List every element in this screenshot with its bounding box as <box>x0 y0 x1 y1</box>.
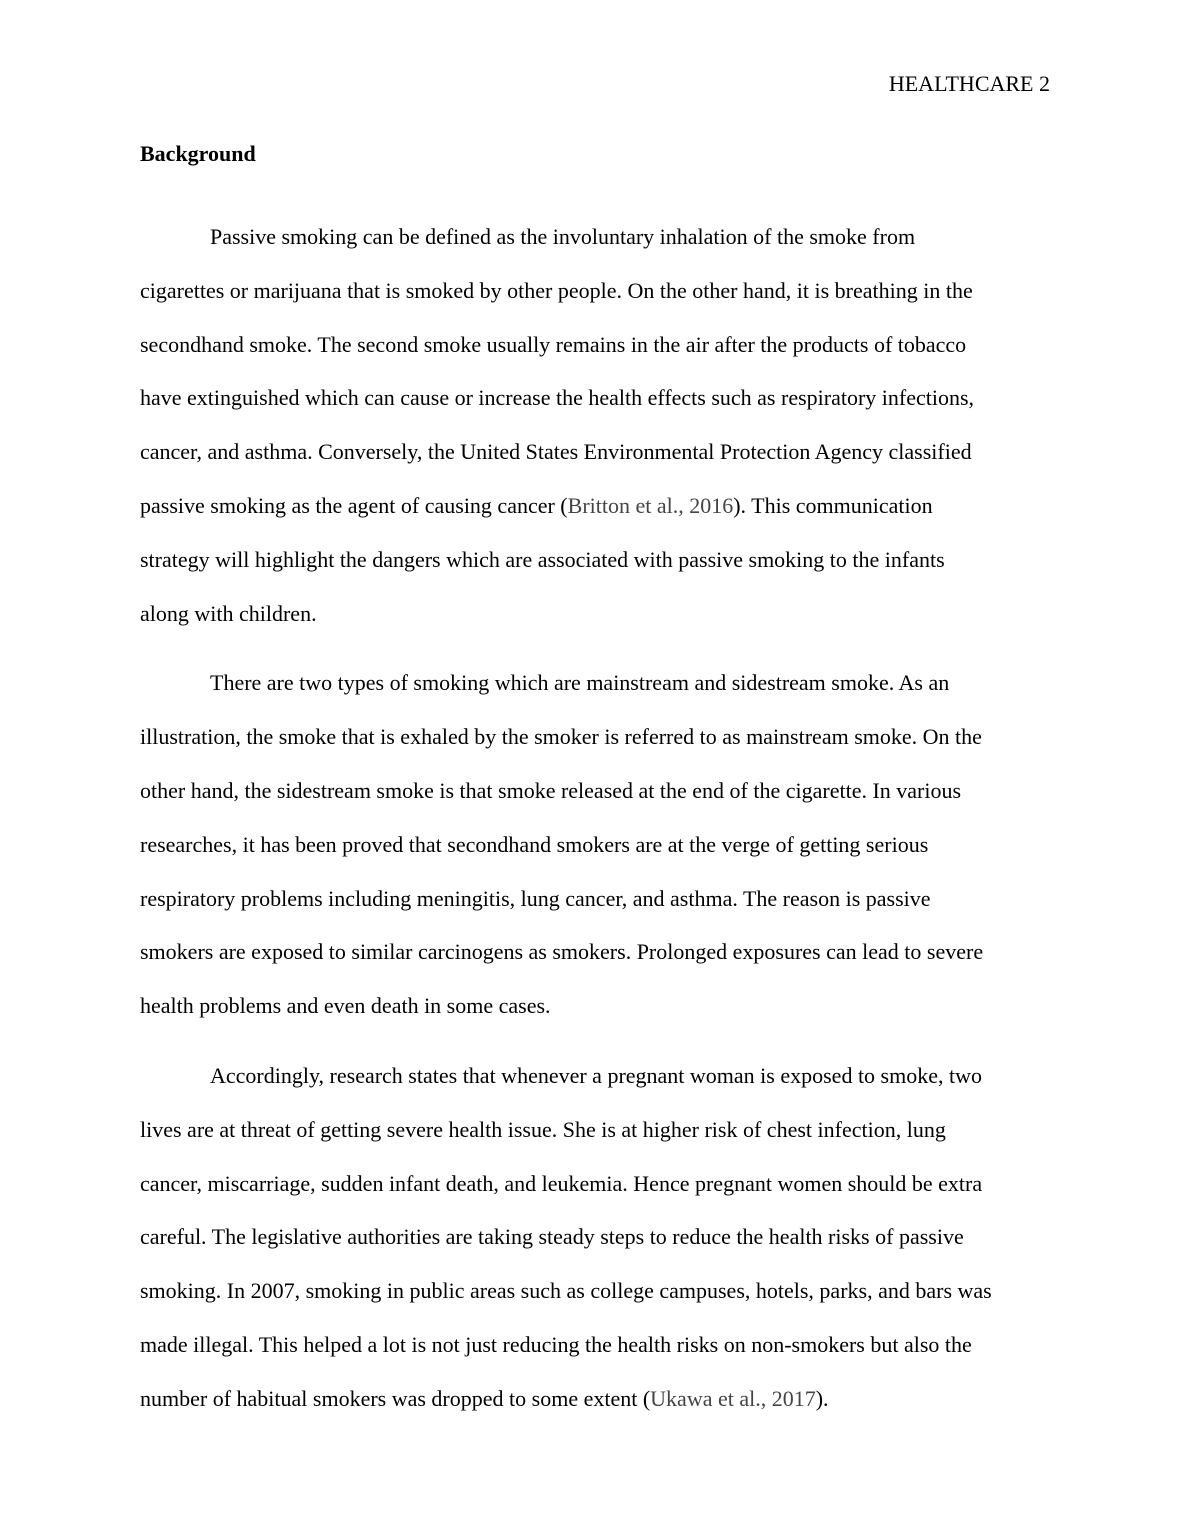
line-text: ). <box>815 1385 829 1411</box>
paragraph-line: careful. The legislative authorities are taking steady steps to reduce the health risks of passive <box>140 1224 964 1250</box>
paragraph-2 <box>140 656 1050 1033</box>
paragraph-line: smoking. In 2007, smoking in public areas such as college campuses, hotels, parks, and bars was <box>140 1278 992 1304</box>
line-text: passive smoking as the agent of causing cancer ( <box>140 492 568 518</box>
running-head: HEALTHCARE 2 <box>888 71 1050 96</box>
line-text: ). This communication <box>733 492 933 518</box>
paragraph-line: cigarettes or marijuana that is smoked by other people. On the other hand, it is breathing in the <box>140 277 973 303</box>
citation: Ukawa et al., 2017 <box>650 1385 816 1411</box>
paragraph-line: respiratory problems including meningitis, lung cancer, and asthma. The reason is passive <box>140 885 931 911</box>
paragraph-line: other hand, the sidestream smoke is that smoke released at the end of the cigarette. In various <box>140 777 962 803</box>
paragraph-line: strategy will highlight the dangers which are associated with passive smoking to the infants <box>140 546 945 572</box>
paragraph-line-with-citation <box>70 1372 1050 1426</box>
paragraph-line: There are two types of smoking which are mainstream and sidestream smoke. As an <box>210 670 950 696</box>
paragraph-line: cancer, and asthma. Conversely, the United States Environmental Protection Agency classified <box>140 439 972 465</box>
section-heading: Background <box>140 141 256 166</box>
paragraph-line: smokers are exposed to similar carcinogens as smokers. Prolonged exposures can lead to severe <box>140 939 984 965</box>
paragraph-line: along with children. <box>140 600 317 626</box>
paragraph-line: secondhand smoke. The second smoke usually remains in the air after the products of tobacco <box>140 331 967 357</box>
line-text: number of habitual smokers was dropped to some extent ( <box>140 1385 651 1411</box>
paragraph-line: researches, it has been proved that secondhand smokers are at the verge of getting serious <box>140 831 929 857</box>
body-text <box>140 140 1050 1442</box>
paragraph-line: cancer, miscarriage, sudden infant death, and leukemia. Hence pregnant women should be extra <box>140 1170 983 1196</box>
paragraph-line: Accordingly, research states that whenever a pregnant woman is exposed to smoke, two <box>210 1062 982 1088</box>
paragraph-line: have extinguished which can cause or increase the health effects such as respiratory infections, <box>140 385 975 411</box>
paragraph-line: illustration, the smoke that is exhaled by the smoker is referred to as mainstream smoke. On the <box>140 724 982 750</box>
paragraph-1 <box>140 210 1050 640</box>
paragraph-line: Passive smoking can be defined as the involuntary inhalation of the smoke from <box>210 224 916 249</box>
paragraph-line-with-citation <box>70 479 1050 533</box>
paragraph-line: health problems and even death in some cases. <box>140 993 551 1019</box>
paragraph-3 <box>140 1049 1050 1426</box>
paragraph-line: lives are at threat of getting severe health issue. She is at higher risk of chest infection, lung <box>140 1116 946 1142</box>
paragraph-line: made illegal. This helped a lot is not just reducing the health risks on non-smokers but also the <box>140 1331 972 1357</box>
citation: Britton et al., 2016 <box>567 492 734 518</box>
